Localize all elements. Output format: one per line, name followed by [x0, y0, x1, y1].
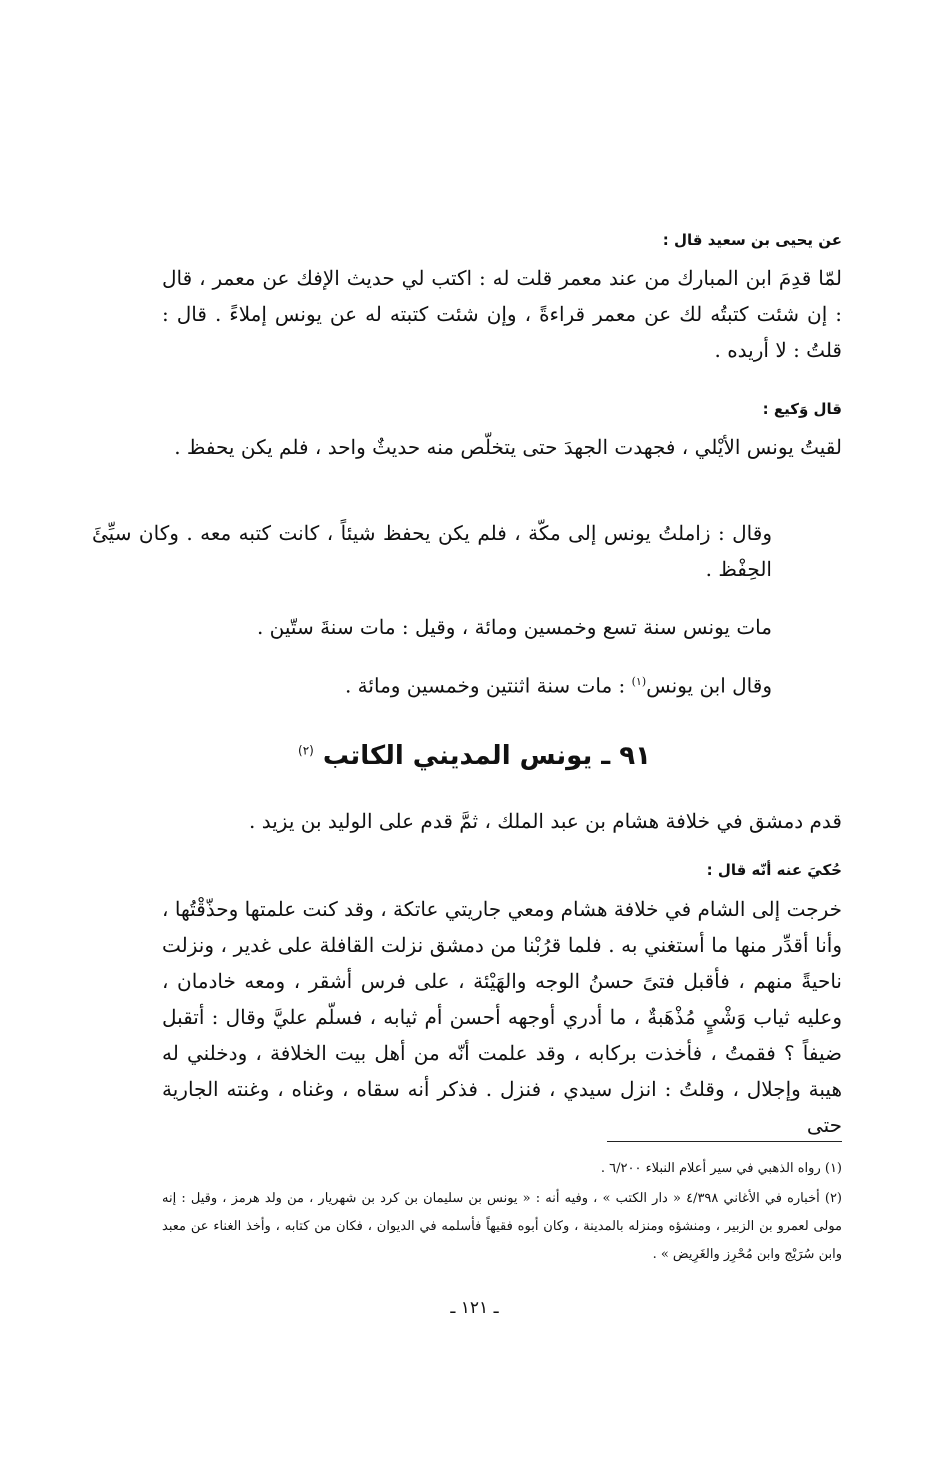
paragraph-story: خرجت إلى الشام في خلافة هشام ومعي جاريتي عاتكة ، وقد كنت علمتها وحذّقْتُها ، وأنا أقدِّر منها ما أستغني به . فلما قرُبْنا من دمشق نزلت القافلة على غدير ، ونزلت ناحيةً منهم ، فأقبل فتىً حسنُ الوجه والهَيْئة ، على فرس أشقر ، ومعه خادمان ، وعليه ثياب وَشْيٍ مُذْهَبةٌ ، ما أدري أوجهه أحسن أم ثيابه ، فسلّم عليَّ وقال : أتقبل ضيفاً ؟ فقمتُ ، فأخذت بركابه ، وقد علمت أنّه من أهل بيت الخلافة ، ودخلني له هيبة وإجلال ، وقلتُ : انزل سيدي ، فنزل . فذكر أنه سقاه ، وغناه ، وغنته الجارية حتى	[162, 897, 842, 1137]
footnote-1: (١) رواه الذهبي في سير أعلام النبلاء ٦/٢٠٠ .	[600, 1161, 842, 1176]
footnote-ref-1: (١)	[631, 675, 647, 688]
paragraph-yunus-ayli: لقيتُ يونس الأيْلي ، فجهدت الجهدَ حتى يتخلّص منه حديثٌ واحد ، فلم يكن يحفظ .	[174, 435, 842, 459]
paragraph-damascus: قدم دمشق في خلافة هشام بن عبد الملك ، ثمَّ قدم على الوليد بن يزيد .	[249, 809, 842, 833]
entry-title	[0, 741, 949, 771]
heading-wakee: قال وَكيع :	[762, 400, 842, 418]
footnote-divider	[607, 1141, 842, 1142]
page-number: ـ ١٢١ ـ	[450, 1298, 499, 1318]
paragraph-zamalt: وقال : زاملتُ يونس إلى مكّة ، فلم يكن يحفظ شيئاً ، كانت كتبه معه . وكان سيِّئَ الحِفْظ .	[92, 521, 772, 581]
paragraph-ibn-yunus	[92, 664, 842, 704]
ibn-yunus-text-rest: : مات سنة اثنتين وخمسين ومائة .	[344, 673, 632, 698]
heading-yahya: عن يحيى بن سعيد قال :	[662, 231, 842, 249]
footnote-ref-2: (٢)	[298, 743, 314, 758]
entry-title-text: ٩١ ـ يونس المديني الكاتب	[322, 741, 651, 771]
paragraph-death-year: مات يونس سنة تسع وخمسين ومائة ، وقيل : مات سنةَ ستّين .	[256, 615, 772, 639]
heading-hukiya: حُكيَ عنه أنّه قال :	[706, 861, 842, 879]
ibn-yunus-text: وقال ابن يونس	[646, 673, 772, 698]
footnote-2: (٢) أخباره في الأغاني ٤/٣٩٨ « دار الكتب » ، وفيه أنه : « يونس بن سليمان بن كرد بن شهريار ، من ولد هرمز ، وقيل : إنه مولى لعمرو بن الزبير ، ومنشؤه ومنزله بالمدينة ، وكان أبوه فقيهاً فأسلمه في الديوان ، فكان من كتابه ، وأخذ الغناء عن معبد وابن سُرَيْج وابن مُحْرِز والغَرِيض » .	[162, 1191, 842, 1262]
paragraph-ibn-mubarak: لمّا قدِمَ ابن المبارك من عند معمر قلت له : اكتب لي حديث الإفك عن معمر ، قال : إن شئت كتبتُه لك عن معمر قراءةً ، وإن شئت كتبته له عن يونس إملاءً . قال : قلتُ : لا أريده .	[162, 266, 842, 362]
